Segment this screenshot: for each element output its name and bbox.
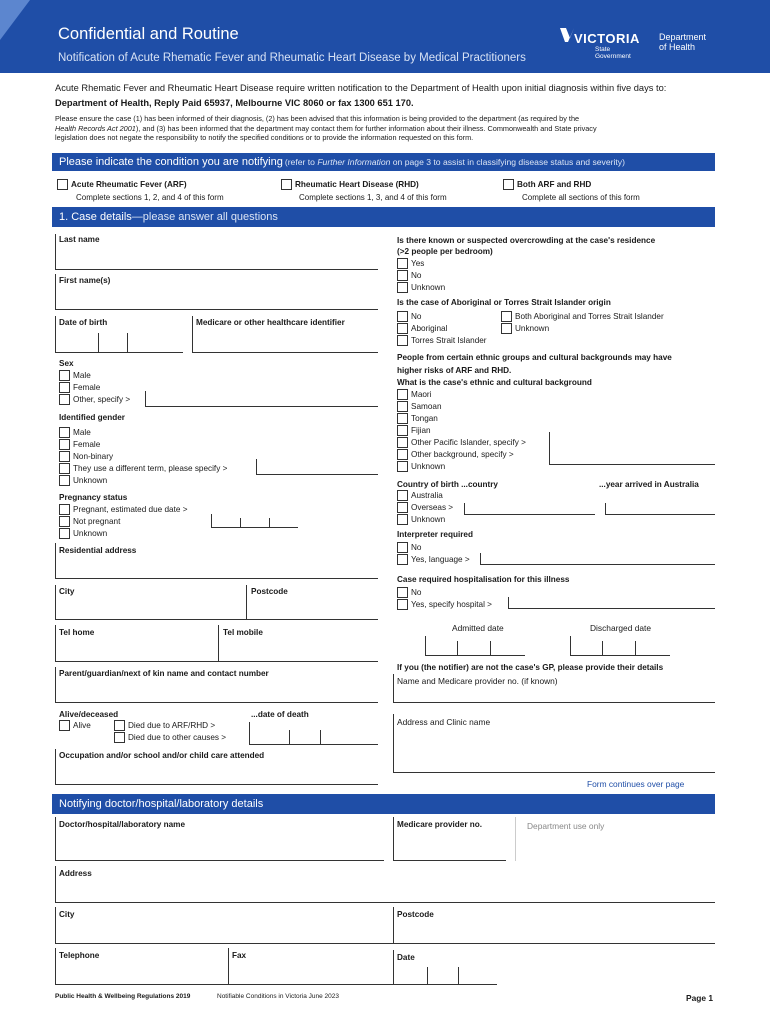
page-subtitle: Notification of Acute Rhematic Fever and Rheumatic Heart Disease by Medical Practitioners [58,52,526,64]
medicare-label: Medicare or other healthcare identifier [196,318,345,327]
city-field[interactable] [55,585,246,620]
crowd-yes[interactable]: Yes [397,257,424,269]
gp-address-label: Address and Clinic name [397,717,491,727]
last-name-label: Last name [59,235,100,244]
notifier-city-field[interactable] [55,907,393,944]
dept-logo: Department of Health [659,32,707,52]
preg-not[interactable]: Not pregnant [59,515,120,527]
dept-use-label: Department use only [527,821,605,831]
occupation-label: Occupation and/or school and/or child care attended [59,751,265,760]
footer-regulations: Public Health & Wellbeing Regulations 2019 [55,993,191,1000]
gp-name-label: Name and Medicare provider no. (if known) [397,676,558,686]
sex-male[interactable]: Male [59,369,91,381]
intro-text: Acute Rhematic Fever and Rheumatic Heart Disease require written notification to the Department of Health upon initial diagnosis within five days to: [55,83,667,93]
gender-different[interactable]: They use a different term, please specify > [59,462,227,474]
both-note: Complete all sections of this form [522,193,640,202]
dod-label: ...date of death [251,710,309,719]
form-continues: Form continues over page [587,779,685,789]
arf-note: Complete sections 1, 2, and 4 of this form [76,193,224,202]
postcode-field[interactable] [246,585,378,620]
notifier-postcode-field[interactable] [393,907,715,944]
eth-other[interactable]: Other background, specify > [397,448,514,460]
gender-nonbinary[interactable]: Non-binary [59,450,113,462]
atsi-both[interactable]: Both Aboriginal and Torres Strait Islander [501,310,664,322]
first-name-field[interactable] [55,274,378,310]
notifier-city-label: City [59,910,75,919]
atsi-label: Is the case of Aboriginal or Torres Strait Islander origin [397,298,611,307]
year-arrived-label: ...year arrived in Australia [599,480,699,489]
footer-notifiable: Notifiable Conditions in Victoria June 2023 [217,993,340,1000]
ethnic-specify-field[interactable] [549,432,715,465]
arf-checkbox[interactable] [57,179,68,190]
date-label: Date [397,953,415,962]
fax-field[interactable] [228,948,393,985]
tel-mobile-label: Tel mobile [223,628,263,637]
interp-no[interactable]: No [397,541,421,553]
gender-female[interactable]: Female [59,438,100,450]
eth-pacific[interactable]: Other Pacific Islander, specify > [397,436,526,448]
notifier-postcode-label: Postcode [397,910,434,919]
tel-mobile-field[interactable] [218,625,378,662]
hosp-no[interactable]: No [397,586,421,598]
tel-home-label: Tel home [59,628,95,637]
dept-use-box [515,817,516,861]
occupation-field[interactable] [55,749,378,785]
year-arrived-field[interactable] [605,503,715,515]
gender-other-field[interactable] [256,459,378,475]
cob-label: Country of birth ...country [397,480,498,489]
cob-overseas[interactable]: Overseas > [397,501,453,513]
case-section-header: 1. Case details —please answer all questions [52,207,715,227]
admitted-date-field[interactable] [425,636,525,656]
dob-label: Date of birth [59,318,108,327]
crowding-label: Is there known or suspected overcrowding at the case's residence (>2 people per bedroom) [397,236,656,256]
atsi-unknown[interactable]: Unknown [501,322,549,334]
language-field[interactable] [480,553,715,565]
header-accent [0,0,60,73]
notifier-section-header: Notifying doctor/hospital/laboratory details [52,794,715,814]
alive-label: Alive/deceased [59,710,119,719]
hosp-label: Case required hospitalisation for this illness [397,575,570,584]
gender-unknown[interactable]: Unknown [59,474,107,486]
alive-option[interactable]: Alive [59,719,91,731]
crowd-no[interactable]: No [397,269,421,281]
interp-yes[interactable]: Yes, language > [397,553,470,565]
doctor-label: Doctor/hospital/laboratory name [59,820,186,829]
notifier-address-field[interactable] [55,866,715,903]
rhd-note: Complete sections 1, 3, and 4 of this form [299,193,447,202]
ethnic-label: People from certain ethnic groups and cultural backgrounds may have higher risks of ARF and RHD. What is the case's ethnic and cultural background [397,353,672,387]
country-field[interactable] [464,503,595,515]
condition-arf[interactable]: Acute Rheumatic Fever (ARF) [57,178,187,190]
address-label: Residential address [59,546,137,555]
address-field[interactable] [55,543,378,579]
preg-pregnant[interactable]: Pregnant, estimated due date > [59,503,187,515]
gender-label: Identified gender [59,413,125,422]
city-label: City [59,587,75,596]
postcode-label: Postcode [251,587,288,596]
provider-no-label: Medicare provider no. [397,820,483,829]
cob-australia[interactable]: Australia [397,489,443,501]
died-other[interactable]: Died due to other causes > [114,731,226,743]
provider-no-field[interactable] [393,817,506,861]
pregnancy-label: Pregnancy status [59,493,128,502]
sex-label: Sex [59,359,74,368]
eth-samoan[interactable]: Samoan [397,400,442,412]
intro-address: Department of Health, Reply Paid 65937, Melbourne VIC 8060 or fax 1300 651 170. [55,98,414,108]
eth-fijian[interactable]: Fijian [397,424,431,436]
not-gp-label: If you (the notifier) are not the case's GP, please provide their details [397,663,664,672]
interpreter-label: Interpreter required [397,530,473,539]
sex-other[interactable]: Other, specify > [59,393,130,405]
crowd-unknown[interactable]: Unknown [397,281,445,293]
died-arf[interactable]: Died due to ARF/RHD > [114,719,215,731]
discharged-label: Discharged date [590,623,651,633]
sex-female[interactable]: Female [59,381,100,393]
cob-unknown[interactable]: Unknown [397,513,445,525]
atsi-aboriginal[interactable]: Aboriginal [397,322,447,334]
telephone-label: Telephone [59,951,100,960]
condition-rhd[interactable]: Rheumatic Heart Disease (RHD) [281,178,419,190]
discharged-date-field[interactable] [570,636,670,656]
sex-other-field[interactable] [145,391,378,407]
admitted-label: Admitted date [452,623,504,633]
preg-unknown[interactable]: Unknown [59,527,107,539]
eth-tongan[interactable]: Tongan [397,412,438,424]
gp-address-field[interactable] [393,714,715,773]
guardian-field[interactable] [55,667,378,703]
both-checkbox[interactable] [503,179,514,190]
condition-section-header: Please indicate the condition you are notifying (refer to Further Information on page 3 to assist in classifying disease status and severity) [52,153,715,171]
fax-label: Fax [232,951,247,960]
hospital-field[interactable] [508,597,715,609]
atsi-torres[interactable]: Torres Strait Islander [397,334,487,346]
dob-field[interactable] [55,316,183,353]
intro-note: Please ensure the case (1) has been informed of their diagnosis, (2) has been advised that this information is being provided to the department (as required by the Health Records Act 2001), and (3) has been informed that the department may contact them for further information about their illness. Commonwealth and State privacy legislation does not negate the responsibility to notify the specified conditions or to provide the information requested on this form. [55,114,597,143]
last-name-field[interactable] [55,234,378,270]
medicare-field[interactable] [192,316,378,353]
guardian-label: Parent/guardian/next of kin name and contact number [59,669,269,678]
hosp-yes[interactable]: Yes, specify hospital > [397,598,492,610]
gp-name-field[interactable] [393,674,715,703]
eth-unknown[interactable]: Unknown [397,460,445,472]
due-date-field[interactable] [211,514,298,528]
eth-maori[interactable]: Maori [397,388,431,400]
dod-field[interactable] [249,722,378,745]
doctor-field[interactable] [55,817,384,861]
first-name-label: First name(s) [59,276,111,285]
rhd-checkbox[interactable] [281,179,292,190]
page-title: Confidential and Routine [58,25,239,43]
tel-home-field[interactable] [55,625,218,662]
date-field[interactable] [393,950,497,985]
gender-male[interactable]: Male [59,426,91,438]
atsi-no[interactable]: No [397,310,421,322]
page-number: Page 1 [686,993,714,1003]
condition-both[interactable]: Both ARF and RHD [503,178,591,190]
notifier-address-label: Address [59,869,92,878]
telephone-field[interactable] [55,948,228,985]
